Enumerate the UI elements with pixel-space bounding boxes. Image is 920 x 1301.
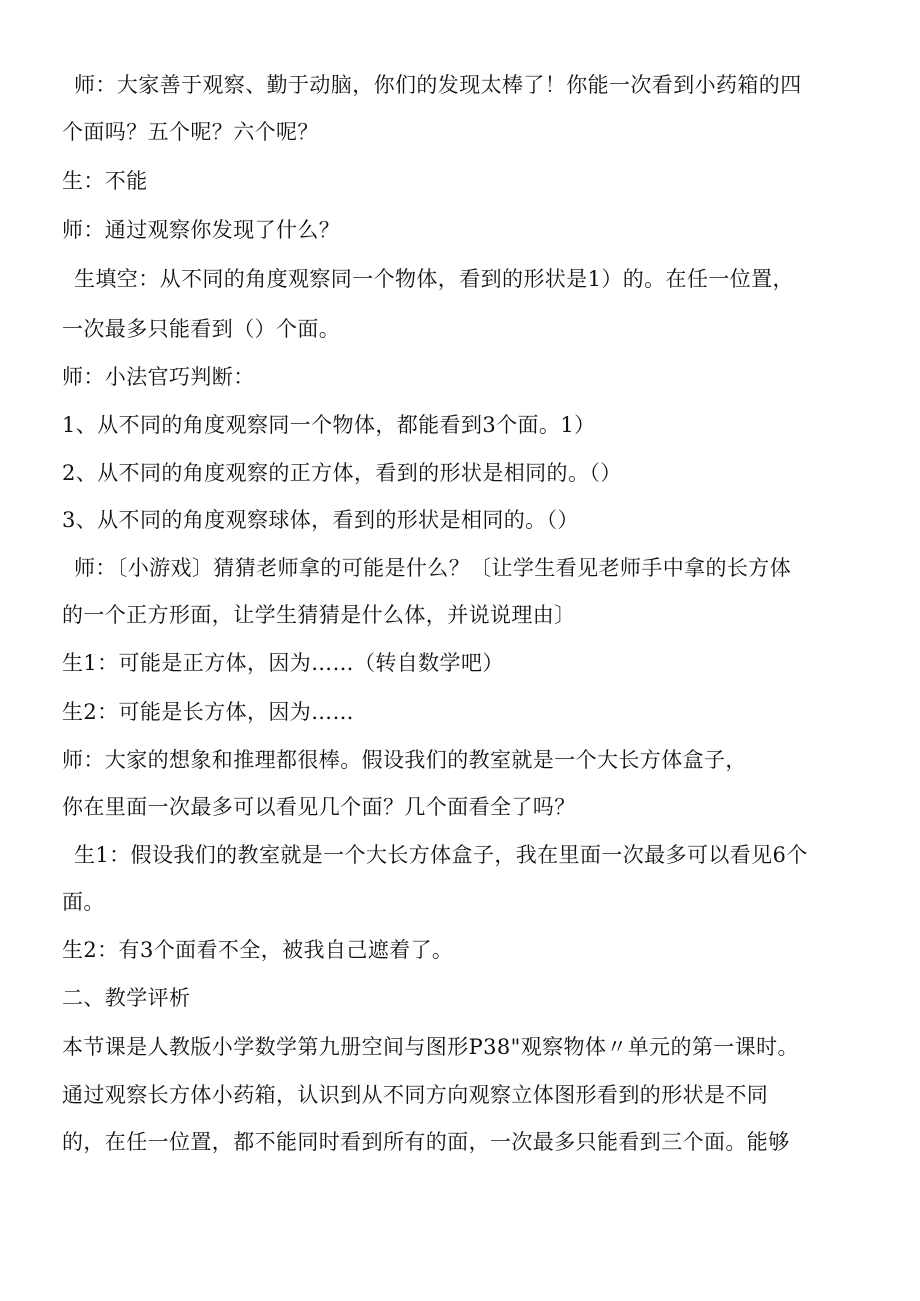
text-line: 生：不能	[62, 169, 148, 193]
text-line: 生填空：从不同的角度观察同一个物体，看到的形状是1）的。在任一位置，	[74, 267, 794, 291]
text-line: 师：大家的想象和推理都很棒。假设我们的教室就是一个大长方体盒子，	[62, 748, 747, 772]
text-line: 师：〔小游戏〕猜猜老师拿的可能是什么？〔让学生看见老师手中拿的长方体	[74, 556, 792, 580]
text-line: 师：小法官巧判断：	[62, 365, 255, 389]
text-line: 生1：假设我们的教室就是一个大长方体盒子，我在里面一次最多可以看见6个	[74, 843, 808, 867]
text-line: 本节课是人教版小学数学第九册空间与图形P38"观察物体〃单元的第一课时。	[62, 1035, 799, 1059]
section-heading: 二、教学评析	[62, 986, 191, 1010]
text-line: 生1：可能是正方体，因为……（转自数学吧）	[62, 651, 504, 675]
text-line: 2、从不同的角度观察的正方体，看到的形状是相同的。（）	[62, 461, 622, 485]
text-line: 你在里面一次最多可以看见几个面？几个面看全了吗？	[62, 795, 576, 819]
text-line: 面。	[62, 890, 105, 914]
text-line: 一次最多只能看到（）个面。	[62, 317, 341, 341]
text-line: 师：大家善于观察、勤于动脑，你们的发现太棒了！你能一次看到小药箱的四	[74, 73, 802, 97]
text-line: 3、从不同的角度观察球体，看到的形状是相同的。（）	[62, 508, 579, 532]
text-line: 的，在任一位置，都不能同时看到所有的面，一次最多只能看到三个面。能够	[62, 1130, 790, 1154]
text-line: 通过观察长方体小药箱，认识到从不同方向观察立体图形看到的形状是不同	[62, 1083, 769, 1107]
text-line: 1、从不同的角度观察同一个物体，都能看到3个面。1）	[62, 413, 596, 437]
text-line: 生2：有3个面看不全，被我自己遮着了。	[62, 938, 454, 962]
text-line: 的一个正方形面，让学生猜猜是什么体，并说说理由〕	[62, 603, 576, 627]
text-line: 师：通过观察你发现了什么？	[62, 218, 341, 242]
text-line: 个面吗？五个呢？六个呢？	[62, 120, 319, 144]
text-line: 生2：可能是长方体，因为……	[62, 700, 354, 724]
